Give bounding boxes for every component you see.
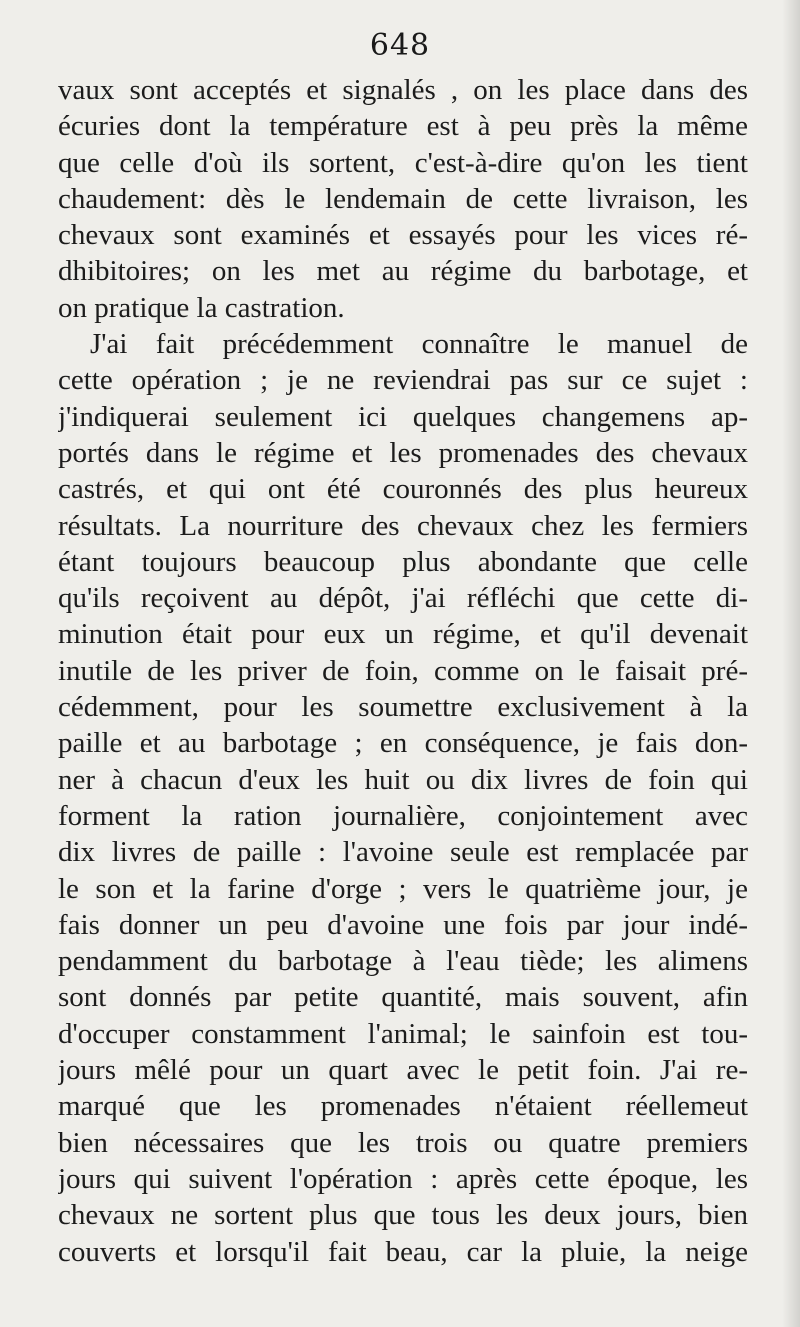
text-line: le son et la farine d'orge ; vers le quatrième jour, je (58, 872, 748, 905)
text-line: écuries dont la température est à peu près la même (58, 110, 748, 143)
body-text (58, 72, 748, 1270)
text-line-paragraph-start: J'ai fait précédemment connaître le manuel de (90, 328, 748, 361)
text-line: qu'ils reçoivent au dépôt, j'ai réfléchi que cette di- (58, 582, 748, 615)
text-line: jours mêlé pour un quart avec le petit foin. J'ai re- (58, 1054, 748, 1087)
text-line: sont donnés par petite quantité, mais souvent, afin (58, 981, 748, 1014)
text-line: portés dans le régime et les promenades des chevaux (58, 436, 748, 469)
page-edge-shadow (782, 0, 800, 1327)
text-line: d'occuper constamment l'animal; le sainfoin est tou- (58, 1017, 748, 1050)
text-line: bien nécessaires que les trois ou quatre premiers (58, 1126, 748, 1159)
text-line: castrés, et qui ont été couronnés des plus heureux (58, 473, 748, 506)
text-line: couverts et lorsqu'il fait beau, car la pluie, la neige (58, 1235, 748, 1268)
text-line: pendamment du barbotage à l'eau tiède; les alimens (58, 945, 748, 978)
text-line: cette opération ; je ne reviendrai pas sur ce sujet : (58, 364, 748, 397)
text-line: paille et au barbotage ; en conséquence, je fais don- (58, 727, 748, 760)
text-line: vaux sont acceptés et signalés , on les place dans des (58, 74, 748, 106)
text-line: chevaux ne sortent plus que tous les deux jours, bien (58, 1199, 748, 1232)
text-line: marqué que les promenades n'étaient réellemeut (58, 1090, 748, 1123)
text-line: forment la ration journalière, conjointement avec (58, 799, 748, 832)
page-number: 648 (369, 28, 431, 63)
text-line: minution était pour eux un régime, et qu'il devenait (58, 618, 748, 651)
text-line: fais donner un peu d'avoine une fois par jour indé- (58, 908, 748, 941)
text-line: chaudement: dès le lendemain de cette livraison, les (58, 182, 748, 215)
text-line: que celle d'où ils sortent, c'est-à-dire qu'on les tient (58, 146, 748, 179)
text-line: cédemment, pour les soumettre exclusivement à la (58, 691, 748, 724)
text-line: étant toujours beaucoup plus abondante que celle (58, 545, 748, 578)
text-line: chevaux sont examinés et essayés pour les vices ré- (58, 219, 748, 252)
text-line: jours qui suivent l'opération : après cette époque, les (58, 1162, 748, 1195)
text-line: inutile de les priver de foin, comme on le faisait pré- (58, 654, 748, 687)
text-line: j'indiquerai seulement ici quelques changemens ap- (58, 400, 748, 433)
text-line: dhibitoires; on les met au régime du barbotage, et (58, 255, 748, 288)
text-line: résultats. La nourriture des chevaux chez les fermiers (58, 509, 748, 542)
text-line: ner à chacun d'eux les huit ou dix livres de foin qui (58, 763, 748, 796)
text-line-paragraph-end: on pratique la castration. (58, 291, 345, 324)
text-line: dix livres de paille : l'avoine seule est remplacée par (58, 836, 748, 869)
